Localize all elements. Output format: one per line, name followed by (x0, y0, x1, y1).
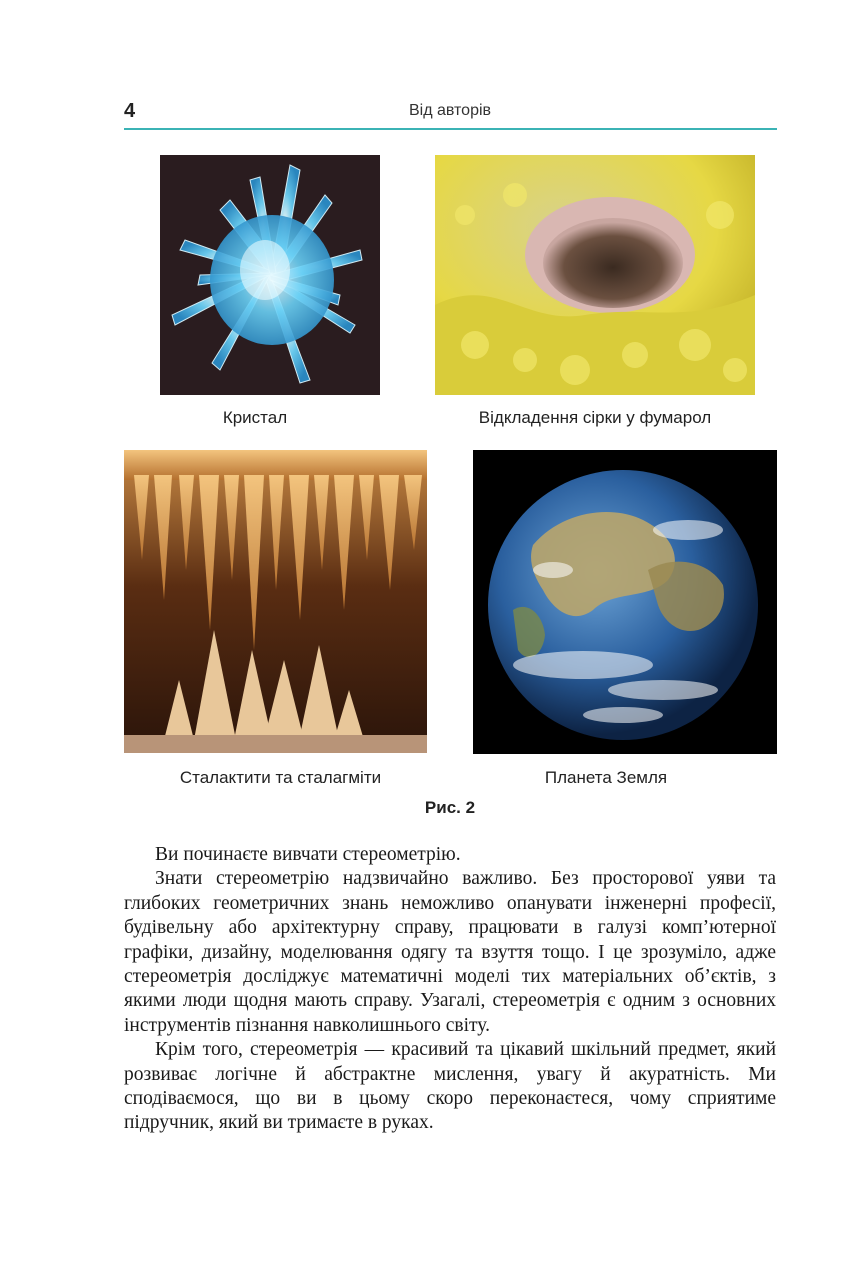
figure-label: Рис. 2 (424, 798, 476, 817)
caption-crystal: Кристал (222, 408, 288, 427)
sulfur-fumarole-photo (435, 155, 755, 395)
paragraph-2: Знати стереометрію надзвичайно важливо. Без просторової уяви та глибоких геометричних знань неможливо опанувати інженерні професії, будівельну або архітектурну справу, працювати в галузі комп’ютерної графіки, дизайну, моделювання одягу та взуття тощо. І це зрозуміло, адже стереометрія досліджує математичні моделі тих матеріальних об’єктів, з якими люди щодня мають справу. Узагалі, стереометрія є одним з основних інструментів пізнання навколишнього світу. (124, 868, 776, 1036)
crystal-photo (160, 155, 380, 395)
header-rule (124, 128, 777, 130)
running-head: Від авторів (408, 102, 492, 119)
caption-cave: Сталактити та сталагміти (179, 768, 382, 787)
cave-photo (124, 450, 427, 753)
paragraph-3: Крім того, стереометрія — красивий та цікавий шкільний предмет, який розвиває логічне й абстрактне мислення, увагу й акуратність. Ми сподіваємося, що ви в цьому скоро переконаєтеся, чому сприятиме підручник, який ви тримаєте в руках. (124, 1039, 776, 1134)
earth-photo (473, 450, 777, 754)
caption-sulfur: Відкладення сірки у фумарол (478, 408, 712, 427)
body-text (124, 843, 776, 1136)
paragraph-1: Ви починаєте вивчати стереометрію. (155, 844, 461, 865)
page-number: 4 (124, 100, 136, 122)
caption-earth: Планета Земля (544, 768, 668, 787)
